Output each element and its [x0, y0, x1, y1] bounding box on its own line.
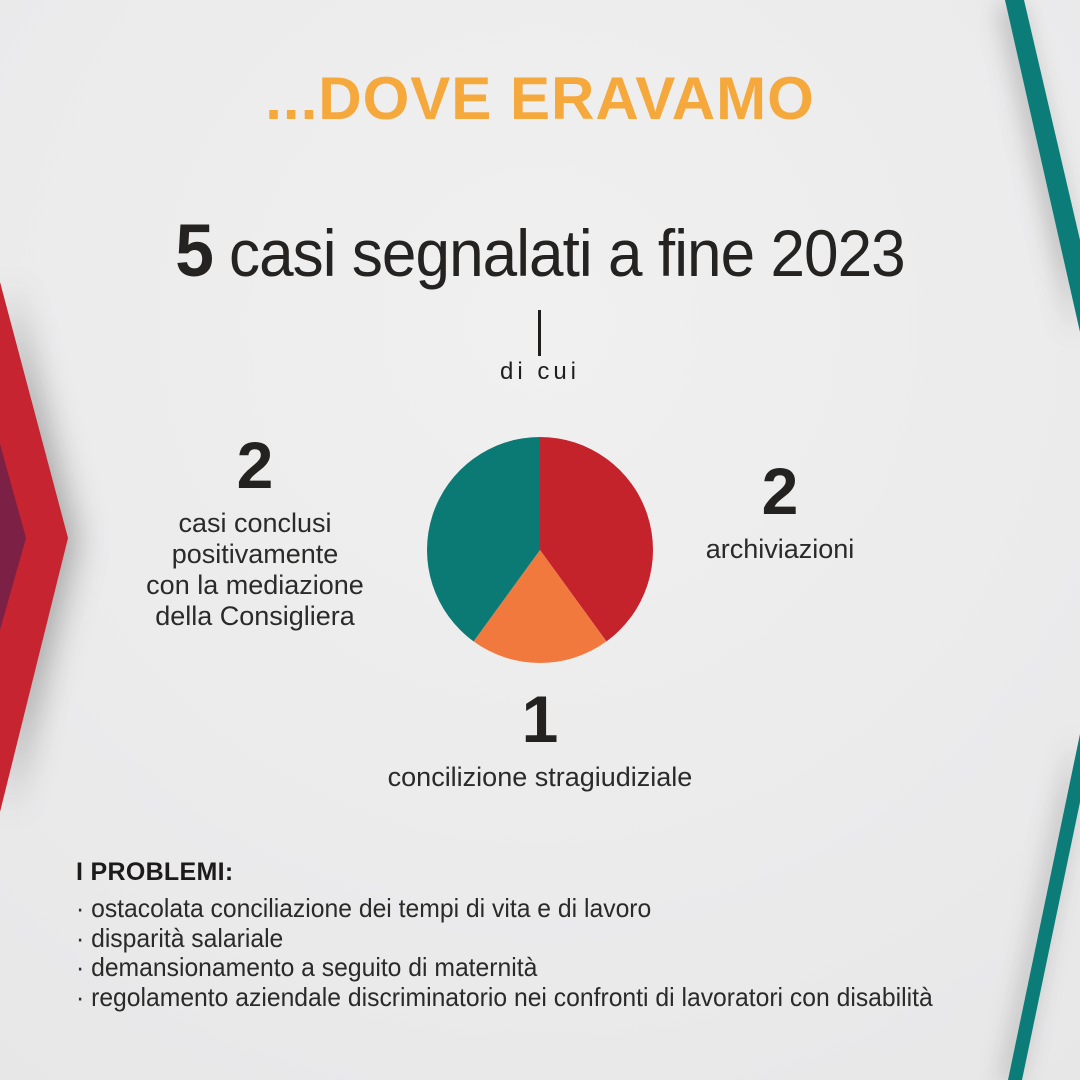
connector-label: di cui	[499, 358, 581, 385]
archiviazioni-label: archiviazioni	[705, 534, 855, 564]
problem-item-2: · disparità salariale	[76, 922, 284, 953]
headline	[32, 208, 1047, 293]
problem-item-3: · demansionamento a seguito di maternità	[76, 952, 538, 982]
problems-list	[76, 894, 1007, 1012]
concilizione-count: 1	[521, 682, 559, 756]
casi-conclusi-label	[95, 508, 415, 632]
archiviazioni-count: 2	[761, 454, 799, 528]
problem-item-4: · regolamento aziendale discriminatorio nei confronti di lavoratori con disabilità	[76, 981, 933, 1012]
casi-conclusi-count: 2	[236, 428, 274, 502]
headline-number: 5	[175, 209, 214, 292]
problems-section	[76, 858, 1056, 1012]
problems-heading: I PROBLEMI:	[76, 858, 234, 886]
problem-item-1: · ostacolata conciliazione dei tempi di vita e di lavoro	[76, 893, 652, 923]
casi-conclusi-label-line4: della Consigliera	[155, 601, 355, 631]
annotation-casi-conclusi	[95, 428, 415, 632]
headline-text: casi segnalati a fine 2023	[228, 216, 905, 290]
casi-conclusi-label-line1: casi conclusi	[178, 508, 332, 538]
annotation-concilizione	[340, 682, 740, 793]
page-title: ...DOVE ERAVAMO	[265, 65, 815, 132]
concilizione-label: concilizione stragiudiziale	[387, 762, 693, 792]
casi-conclusi-label-line3: con la mediazione	[146, 570, 364, 600]
casi-conclusi-label-line2: positivamente	[171, 539, 339, 569]
annotation-archiviazioni	[620, 454, 940, 565]
connector-line	[538, 310, 541, 356]
